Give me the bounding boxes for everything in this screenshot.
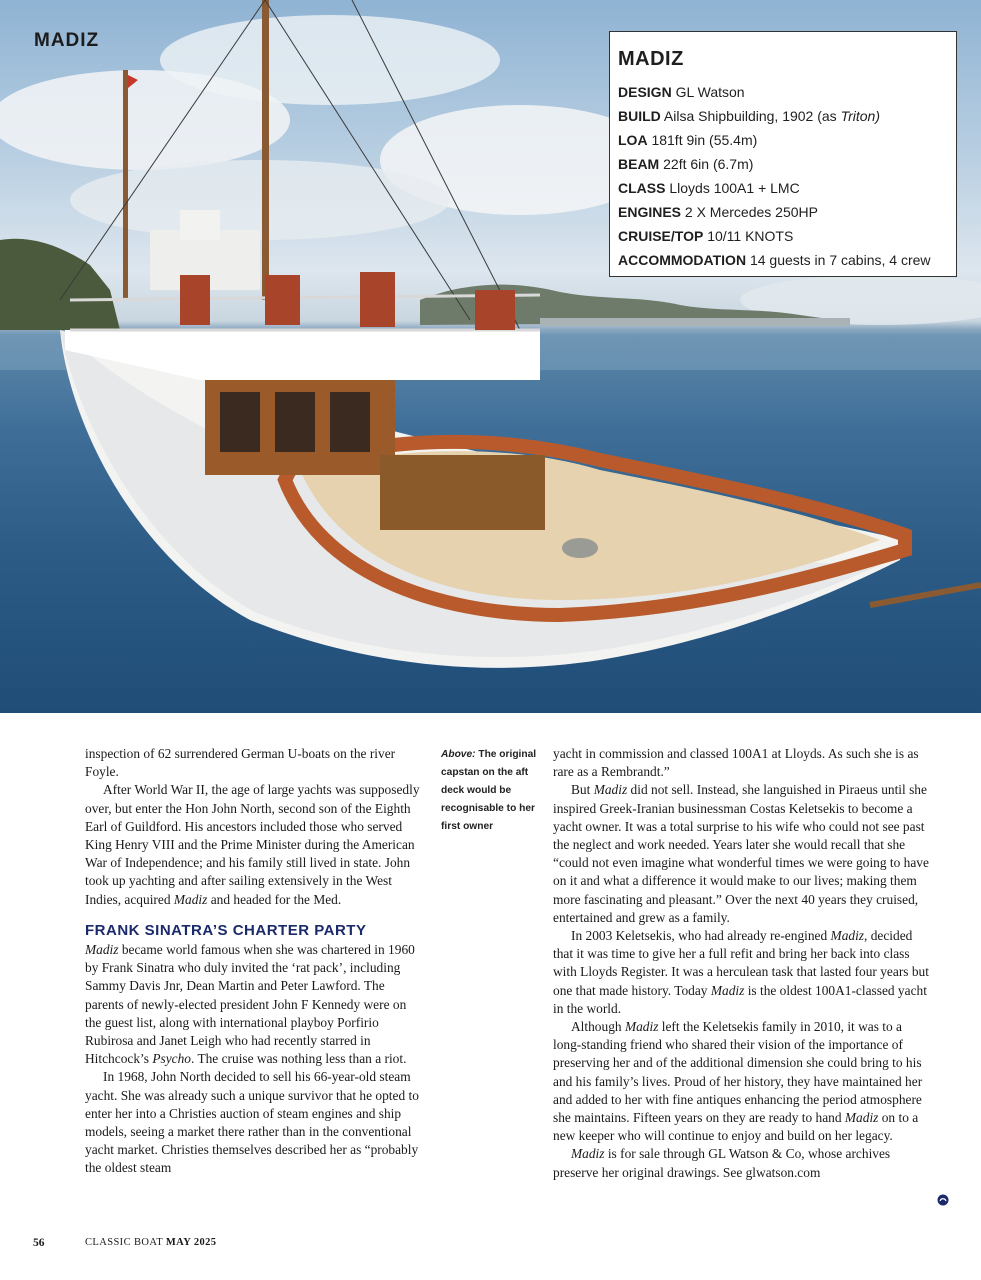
spec-row-build: BUILD Ailsa Shipbuilding, 1902 (as Triton): [618, 108, 880, 124]
magazine-footer: CLASSIC BOAT MAY 2025: [85, 1237, 217, 1248]
end-of-article-icon: [937, 1194, 949, 1206]
saloon-window: [220, 392, 260, 452]
spec-title: MADIZ: [618, 48, 684, 70]
deck-chair: [180, 275, 210, 325]
spec-row-cruise: CRUISE/TOP 10/11 KNOTS: [618, 228, 794, 244]
spec-box: [609, 31, 957, 277]
funnel: [180, 210, 220, 240]
cloud: [160, 15, 500, 105]
skylight: [380, 455, 545, 530]
paragraph: But Madiz did not sell. Instead, she languished in Piraeus until she inspired Greek-Iranian businessman Costas Keletsekis to become a yacht owner. It was a total surprise to his wife who could not see past the neglect and work needed. Years later she would recall that she “could not even imagine what wonderful times we were going to have on it and what a difference it would make to our lives; making them more fascinating and pleasant.” Over the next 40 years they cruised, entertained and grew as a family.: [553, 782, 929, 925]
paragraph: After World War II, the age of large yachts was supposedly over, but enter the Hon John North, second son of the Eighth Earl of Guildford. His ancestors included those who served King Henry VIII and the Prime Minister during the American War of Independence; and his family still lived in state. John took up yachting and after sailing extensively in the West Indies, acquired Madiz and headed for the Med.: [85, 782, 420, 907]
spec-row-design: DESIGN GL Watson: [618, 84, 745, 100]
saloon-window: [330, 392, 370, 452]
far-coast: [540, 318, 850, 326]
photo-label: MADIZ: [34, 30, 100, 51]
paragraph: Although Madiz left the Keletsekis family in 2010, it was to a long-standing friend who shared their vision of the importance of preserving her and of the additional dimension she could bring to his and his family’s lives. Proud of her history, they have maintained her and added to her with fine antiques enhancing the period atmosphere she maintains. Fifteen years on they are ready to hand Madiz on to a new keeper who will continue to enjoy and build on her legacy.: [553, 1019, 923, 1144]
paragraph: In 2003 Keletsekis, who had already re-engined Madiz, decided that it was time to give her a full refit and bring her back into class with Lloyds Register. It was a herculean task that lasted four years but one that made history. Today Madiz is the oldest 100A1-classed yacht in the world.: [553, 928, 929, 1016]
fore-mast: [123, 70, 128, 300]
page-number: 56: [33, 1237, 45, 1249]
ensign-staff: [870, 585, 981, 605]
spec-row-beam: BEAM 22ft 6in (6.7m): [618, 156, 754, 172]
spec-row-loa: LOA 181ft 9in (55.4m): [618, 132, 758, 148]
deck-chair: [360, 272, 395, 327]
deck-chair: [475, 290, 515, 330]
paragraph: inspection of 62 surrendered German U-boats on the river Foyle.: [85, 746, 396, 780]
capstan: [562, 538, 598, 558]
article-column-left: [85, 745, 421, 1178]
saloon-window: [275, 392, 315, 452]
spec-row-engines: ENGINES 2 X Mercedes 250HP: [618, 204, 818, 220]
paragraph: Madiz became world famous when she was chartered in 1960 by Frank Sinatra who duly invited the ‘rat pack’, including Sammy Davis Jnr, Dean Martin and Peter Lawford. The parents of newly-elected president John F Kennedy were on the guest list, along with international playboy Porfirio Rubirosa and Janet Leigh who had recently starred in Hitchcock’s Psycho. The cruise was nothing less than a riot.: [85, 942, 415, 1067]
paragraph: In 1968, John North decided to sell his 66-year-old steam yacht. She was already such a unique survivor that he opted to enter her into a Christies auction of steam engines and ship models, seeing a market there rather than in the conventional yacht market. Christies themselves described her as “probably the oldest steam: [85, 1069, 419, 1176]
paragraph: Madiz is for sale through GL Watson & Co, whose archives preserve her original drawings. See glwatson.com: [553, 1146, 891, 1180]
photo-caption: Above: The original capstan on the aft deck would be recognisable to her first owner: [441, 749, 537, 832]
article-column-right: [553, 745, 929, 1182]
left-hill: [0, 239, 120, 330]
spec-row-accommodation: ACCOMMODATION 14 guests in 7 cabins, 4 crew: [618, 252, 931, 268]
paragraph: yacht in commission and classed 100A1 at Lloyds. As such she is as rare as a Rembrandt.”: [553, 746, 919, 780]
deck-chair: [265, 275, 300, 325]
spec-row-class: CLASS Lloyds 100A1 + LMC: [618, 180, 800, 196]
main-mast: [262, 0, 269, 300]
section-heading: FRANK SINATRA’S CHARTER PARTY: [85, 921, 367, 939]
